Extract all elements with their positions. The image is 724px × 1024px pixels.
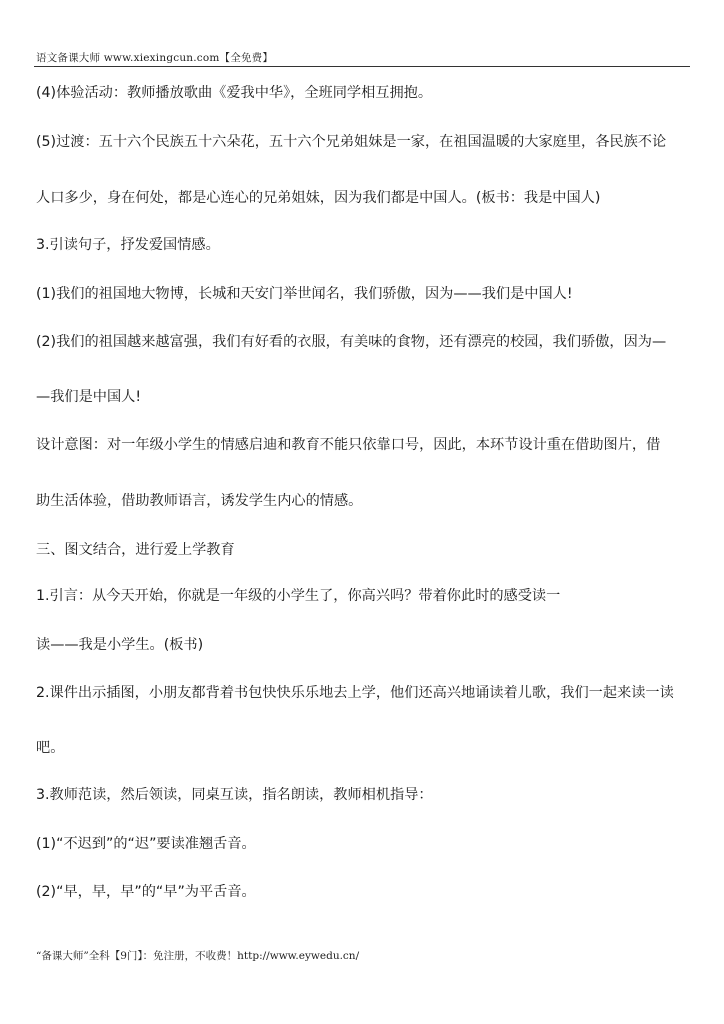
body-line: (5)过渡：五十六个民族五十六朵花，五十六个兄弟姐妹是一家，在祖国温暖的大家庭里，各民族不论 (36, 134, 667, 150)
page-footer: “备课大师”全科【9门】：免注册，不收费！http://www.eywedu.cn/ (36, 950, 360, 962)
body-line: 3.引读句子，抒发爱国情感。 (36, 237, 220, 253)
body-line: (1)我们的祖国地大物博，长城和天安门举世闻名，我们骄傲，因为——我们是中国人! (36, 286, 573, 302)
body-line: (1)“不迟到”的“迟”要读准翘舌音。 (36, 836, 256, 852)
body-line: 1.引言：从今天开始，你就是一年级的小学生了，你高兴吗？带着你此时的感受读一 (36, 588, 561, 604)
page-header: 语文备课大师 www.xiexingcun.com【全免费】 (36, 52, 274, 64)
body-line: 读——我是小学生。(板书) (36, 637, 204, 653)
body-line: (4)体验活动：教师播放歌曲《爱我中华》，全班同学相互拥抱。 (36, 85, 433, 101)
body-line: (2)“早，早，早”的“早”为平舌音。 (36, 884, 256, 900)
body-line: 2.课件出示插图，小朋友都背着书包快快乐乐地去上学，他们还高兴地诵读着儿歌，我们一起来读一读 (36, 685, 674, 701)
section-heading: 三、图文结合，进行爱上学教育 (36, 542, 235, 558)
body-line: 人口多少，身在何处，都是心连心的兄弟姐妹，因为我们都是中国人。(板书：我是中国人) (36, 190, 601, 206)
body-line: 3.教师范读，然后领读，同桌互读，指名朗读，教师相机指导： (36, 787, 433, 803)
body-line: —我们是中国人! (36, 389, 142, 405)
body-line: 设计意图：对一年级小学生的情感启迪和教育不能只依靠口号，因此，本环节设计重在借助图片，借 (36, 437, 661, 453)
body-line: 助生活体验，借助教师语言，诱发学生内心的情感。 (36, 493, 363, 509)
header-rule (34, 66, 690, 67)
body-line: (2)我们的祖国越来越富强，我们有好看的衣服，有美味的食物，还有漂亮的校园，我们骄傲，因为— (36, 334, 667, 350)
body-line: 吧。 (36, 740, 65, 756)
